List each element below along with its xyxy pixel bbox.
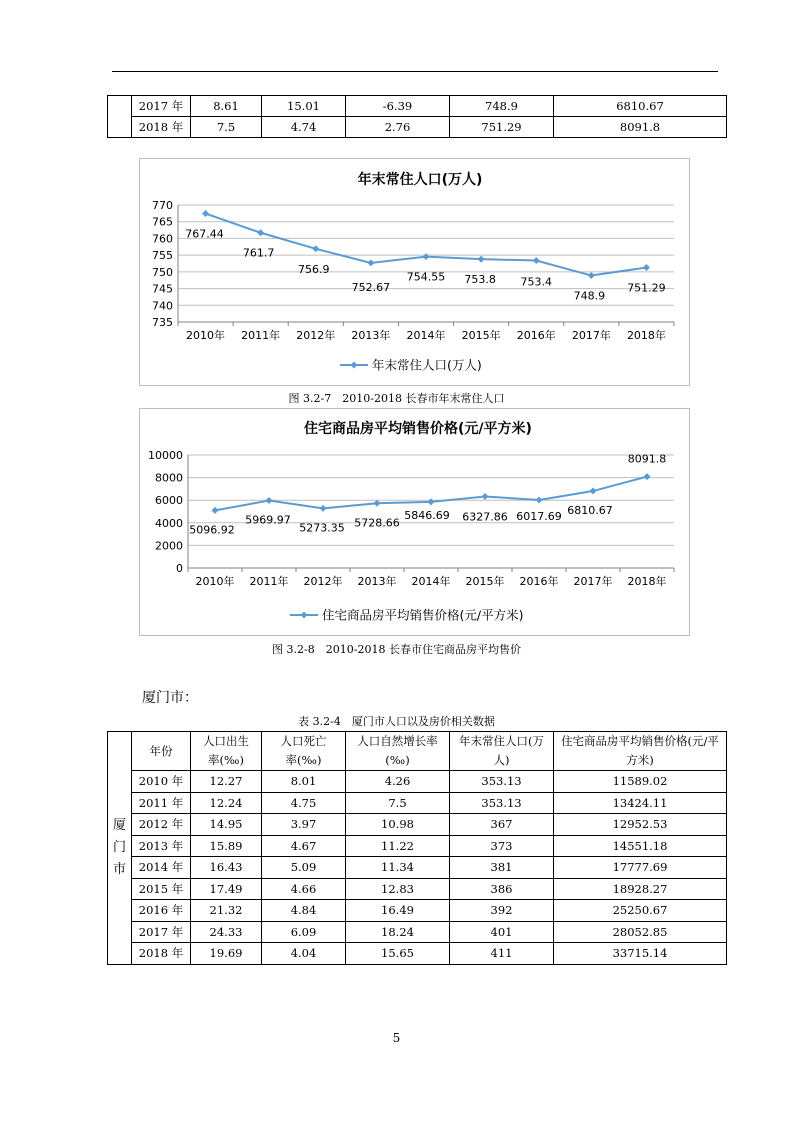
x-tick-label: 2013年 — [357, 575, 397, 588]
y-tick-label: 750 — [152, 265, 173, 279]
column-header: 人口死亡 — [262, 732, 346, 752]
column-header: 住宅商品房平均销售价格(元/平 — [554, 732, 727, 752]
table-cell: 24.33 — [191, 921, 262, 943]
table-row — [108, 814, 727, 836]
column-header: (‰) — [346, 751, 450, 771]
data-label: 5096.92 — [189, 523, 235, 537]
table-cell: 411 — [450, 943, 554, 965]
table-cell: 14.95 — [191, 814, 262, 836]
table-cell: 7.5 — [191, 117, 262, 138]
table-cell: 2018 年 — [132, 117, 191, 138]
table-cell: 2017 年 — [132, 921, 191, 943]
table-cell: 2012 年 — [132, 814, 191, 836]
data-label: 754.55 — [406, 270, 446, 284]
x-tick-label: 2016年 — [516, 329, 556, 342]
x-tick-label: 2015年 — [461, 329, 501, 342]
data-point — [590, 488, 597, 495]
table-cell: 17777.69 — [554, 857, 727, 879]
table-row — [108, 117, 727, 138]
price-chart-svg — [140, 409, 689, 635]
column-header: 年份 — [132, 732, 191, 771]
table-cell: 4.26 — [346, 771, 450, 793]
table-row — [108, 835, 727, 857]
table-cell: 6.09 — [262, 921, 346, 943]
table-header-row — [108, 732, 727, 752]
y-tick-label: 760 — [152, 232, 173, 246]
city-heading: 厦门市： — [142, 690, 198, 706]
table-cell: 2015 年 — [132, 878, 191, 900]
column-header: 人口自然增长率 — [346, 732, 450, 752]
y-tick-label: 10000 — [148, 449, 183, 462]
column-header: 人口出生 — [191, 732, 262, 752]
table-title: 表 3.2-4 厦门市人口以及房价相关数据 — [298, 715, 495, 728]
x-tick-label: 2018年 — [626, 329, 666, 342]
table-cell: 16.49 — [346, 900, 450, 922]
table-cell: 12.27 — [191, 771, 262, 793]
table-cell: 17.49 — [191, 878, 262, 900]
data-label: 5969.97 — [245, 513, 291, 527]
table-cell: 353.13 — [450, 771, 554, 793]
table-cell: 401 — [450, 921, 554, 943]
table-cell: 10.98 — [346, 814, 450, 836]
table-row — [108, 771, 727, 793]
table-cell: 2.76 — [346, 117, 450, 138]
legend-label: 年末常住人口(万人) — [372, 357, 482, 373]
legend-marker — [351, 362, 358, 369]
x-tick-label: 2016年 — [519, 575, 559, 588]
data-point — [374, 500, 381, 507]
table-row — [108, 96, 727, 117]
table-cell: 8.61 — [191, 96, 262, 117]
table-cell: 751.29 — [450, 117, 554, 138]
x-tick-label: 2011年 — [249, 575, 289, 588]
y-tick-label: 6000 — [155, 494, 183, 508]
table-header-row — [108, 751, 727, 771]
data-label: 6810.67 — [567, 504, 613, 518]
city-label-char: 门 — [112, 839, 126, 855]
table-cell: 6810.67 — [554, 96, 727, 117]
data-point — [257, 229, 264, 236]
x-tick-label: 2010年 — [186, 329, 226, 342]
table-cell: 386 — [450, 878, 554, 900]
table-cell: 13424.11 — [554, 792, 727, 814]
column-header: 方米) — [554, 751, 727, 771]
data-point — [428, 498, 435, 505]
x-tick-label: 2017年 — [573, 575, 613, 588]
data-label: 751.29 — [627, 281, 666, 295]
table-cell: 12.83 — [346, 878, 450, 900]
table-cell: 2017 年 — [132, 96, 191, 117]
table-cell: 21.32 — [191, 900, 262, 922]
table-cell: 2013 年 — [132, 835, 191, 857]
y-tick-label: 8000 — [155, 471, 183, 485]
x-tick-label: 2014年 — [406, 329, 446, 342]
table-row — [108, 857, 727, 879]
x-tick-label: 2015年 — [465, 575, 505, 588]
table-cell: 14551.18 — [554, 835, 727, 857]
x-tick-label: 2014年 — [411, 575, 451, 588]
data-point — [367, 259, 374, 266]
column-header: 率(‰) — [191, 751, 262, 771]
data-label: 761.7 — [242, 246, 275, 260]
y-tick-label: 770 — [152, 199, 173, 212]
table-cell: 4.74 — [262, 117, 346, 138]
data-label: 5273.35 — [299, 521, 345, 535]
table-row — [108, 792, 727, 814]
table-cell: 5.09 — [262, 857, 346, 879]
chart-title: 住宅商品房平均销售价格(元/平方米) — [304, 421, 532, 437]
x-tick-label: 2017年 — [571, 329, 611, 342]
table-cell: 8.01 — [262, 771, 346, 793]
column-header: 人) — [450, 751, 554, 771]
table-cell: 25250.67 — [554, 900, 727, 922]
data-point — [202, 210, 209, 217]
y-tick-label: 755 — [152, 249, 173, 263]
data-point — [478, 256, 485, 263]
table-cell: 16.43 — [191, 857, 262, 879]
data-point — [588, 272, 595, 279]
table-cell: 11.22 — [346, 835, 450, 857]
table-cell: 381 — [450, 857, 554, 879]
figure-caption-population: 图 3.2-7 2010-2018 长春市年末常住人口 — [288, 392, 505, 405]
page-number: 5 — [392, 1031, 401, 1045]
header-rule — [112, 71, 718, 72]
data-point — [266, 497, 273, 504]
table-cell: 12952.53 — [554, 814, 727, 836]
data-label: 767.44 — [185, 227, 224, 241]
table-cell: 11589.02 — [554, 771, 727, 793]
table-cell: 15.01 — [262, 96, 346, 117]
city-label-cell — [108, 732, 132, 965]
table-cell: -6.39 — [346, 96, 450, 117]
table-cell: 2011 年 — [132, 792, 191, 814]
x-tick-label: 2011年 — [241, 329, 281, 342]
y-tick-label: 740 — [152, 299, 173, 313]
y-tick-label: 745 — [152, 282, 173, 296]
column-header: 率(‰) — [262, 751, 346, 771]
table-cell: 748.9 — [450, 96, 554, 117]
table-cell: 33715.14 — [554, 943, 727, 965]
table-row — [108, 943, 727, 965]
x-tick-label: 2012年 — [296, 329, 336, 342]
table-cell: 18.24 — [346, 921, 450, 943]
data-point — [423, 253, 430, 260]
data-point — [312, 245, 319, 252]
table-cell: 4.67 — [262, 835, 346, 857]
figure-caption-price: 图 3.2-8 2010-2018 长春市住宅商品房平均售价 — [272, 643, 521, 656]
x-tick-label: 2012年 — [303, 575, 343, 588]
table-cell: 373 — [450, 835, 554, 857]
column-header: 年末常住人口(万 — [450, 732, 554, 752]
data-point — [212, 507, 219, 514]
data-label: 6327.86 — [462, 510, 508, 524]
table-cell: 4.66 — [262, 878, 346, 900]
series-line — [206, 214, 647, 276]
table-cell: 12.24 — [191, 792, 262, 814]
data-point — [644, 473, 651, 480]
table-cell: 4.75 — [262, 792, 346, 814]
table-cell: 15.65 — [346, 943, 450, 965]
table-cell: 392 — [450, 900, 554, 922]
table-cell: 18928.27 — [554, 878, 727, 900]
table-cell: 19.69 — [191, 943, 262, 965]
chart-title: 年末常住人口(万人) — [357, 172, 483, 188]
y-tick-label: 2000 — [155, 539, 183, 553]
data-label: 756.9 — [298, 262, 330, 276]
data-label: 5846.69 — [404, 508, 450, 522]
table-cell: 3.97 — [262, 814, 346, 836]
top-table-continuation — [107, 95, 727, 138]
table-cell: 367 — [450, 814, 554, 836]
y-tick-label: 735 — [152, 316, 173, 329]
data-label: 752.67 — [351, 280, 391, 294]
table-cell: 8091.8 — [554, 117, 727, 138]
table-cell: 353.13 — [450, 792, 554, 814]
xiamen-data-table — [107, 731, 727, 965]
data-label: 6017.69 — [516, 510, 562, 524]
city-label-char: 市 — [112, 861, 126, 877]
x-tick-label: 2013年 — [351, 329, 391, 342]
table-cell: 2010 年 — [132, 771, 191, 793]
legend-label: 住宅商品房平均销售价格(元/平方米) — [322, 607, 524, 623]
table-row — [108, 878, 727, 900]
data-label: 753.8 — [464, 273, 496, 287]
y-tick-label: 765 — [152, 215, 173, 229]
y-tick-label: 4000 — [155, 516, 183, 530]
table-cell: 4.84 — [262, 900, 346, 922]
data-point — [643, 264, 650, 271]
data-point — [320, 505, 327, 512]
y-tick-label: 0 — [176, 562, 183, 575]
x-tick-label: 2010年 — [195, 575, 235, 588]
data-label: 748.9 — [573, 289, 606, 303]
data-point — [482, 493, 489, 500]
data-point — [536, 497, 543, 504]
data-point — [533, 257, 540, 264]
table-row — [108, 900, 727, 922]
table-cell — [108, 96, 132, 138]
table-cell: 28052.85 — [554, 921, 727, 943]
price-chart — [139, 408, 690, 636]
data-label: 8091.8 — [627, 452, 667, 466]
population-chart-svg — [140, 159, 689, 385]
population-chart — [139, 158, 690, 386]
table-cell: 7.5 — [346, 792, 450, 814]
table-cell: 4.04 — [262, 943, 346, 965]
city-label-char: 厦 — [112, 817, 126, 833]
table-cell: 2014 年 — [132, 857, 191, 879]
legend-marker — [301, 612, 308, 619]
table-cell: 2018 年 — [132, 943, 191, 965]
table-cell: 11.34 — [346, 857, 450, 879]
table-cell: 15.89 — [191, 835, 262, 857]
data-label: 753.4 — [520, 275, 552, 289]
table-cell: 2016 年 — [132, 900, 191, 922]
table-row — [108, 921, 727, 943]
data-label: 5728.66 — [354, 516, 400, 530]
x-tick-label: 2018年 — [627, 575, 667, 588]
